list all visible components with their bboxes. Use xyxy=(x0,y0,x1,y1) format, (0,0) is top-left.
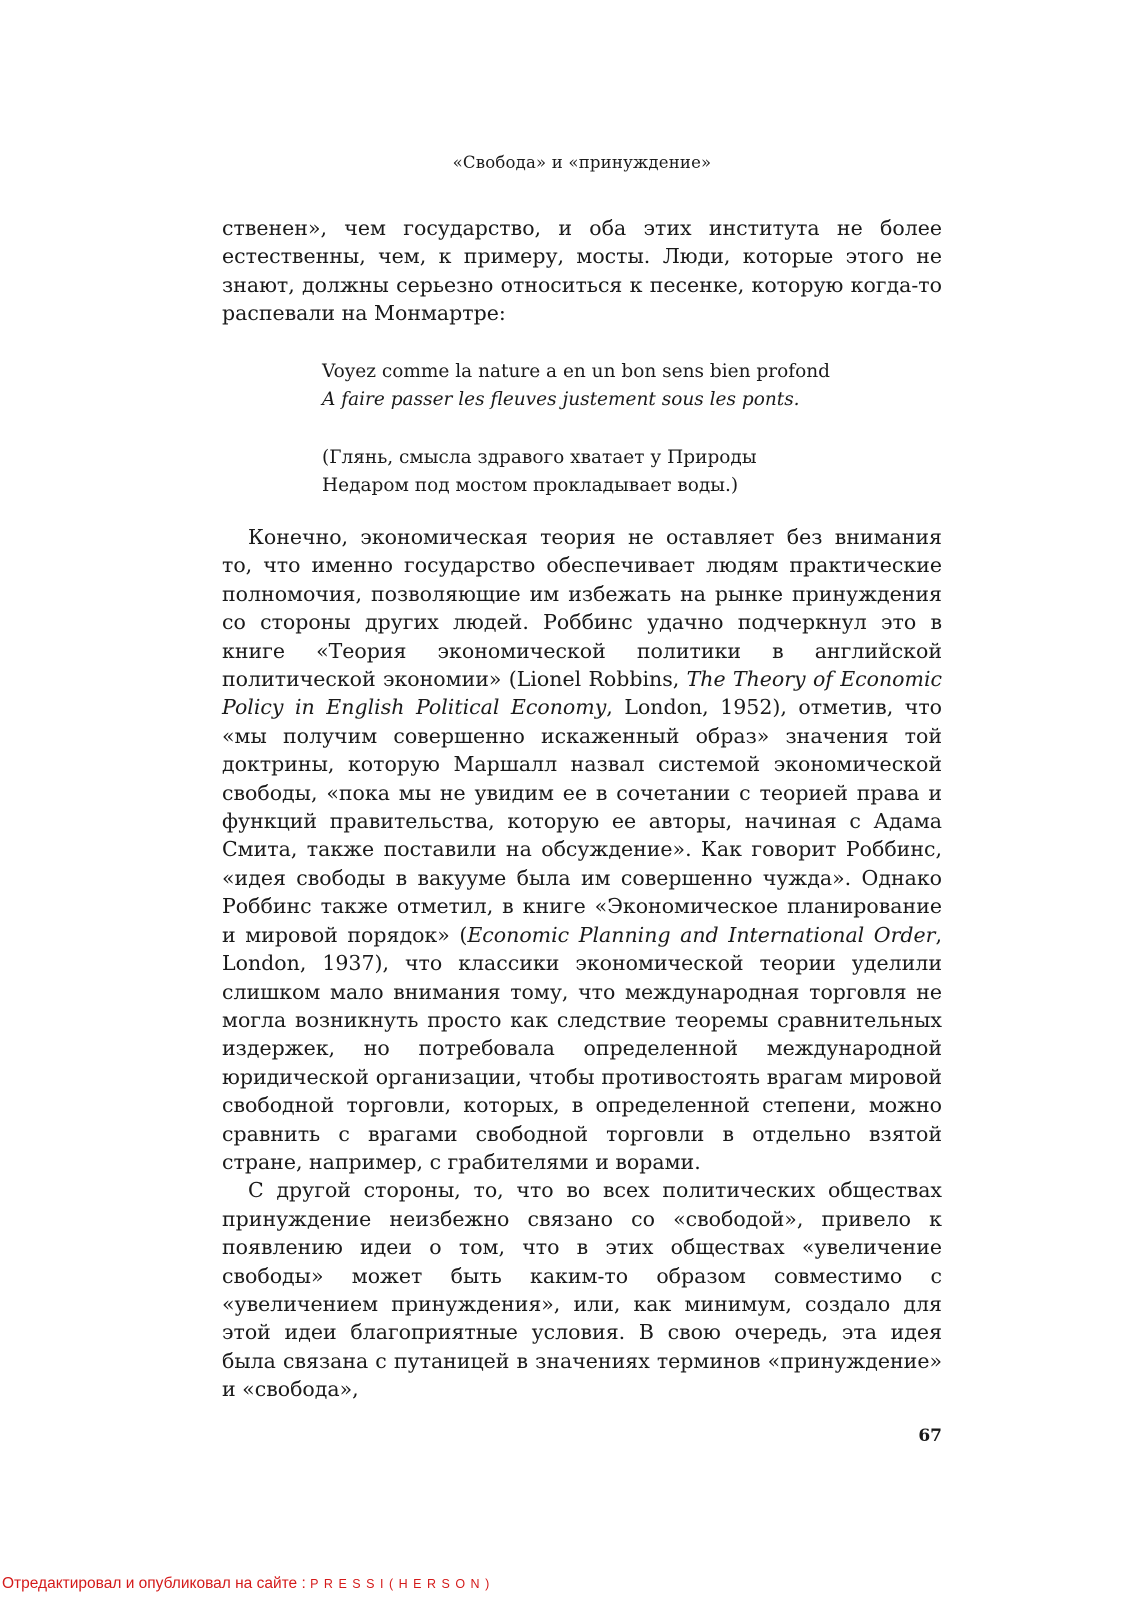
paragraph-2-part-3: , London, 1937), что классики экономической теории уделили слишком мало внимания тому, что международная торговля не могла возникнуть просто как следствие теоремы сравнительных издержек, но потребовала определенной международной юридической организации, чтобы противостоять врагам мировой свободной торговли, которых, в определенной степени, можно сравнить с врагами свободной торговли в отдельно взятой стране, например, с грабителями и ворами. xyxy=(222,922,942,1174)
verse-russian-line-1: (Глянь, смысла здравого хватает у Природы xyxy=(322,447,757,468)
running-head: «Свобода» и «принуждение» xyxy=(452,153,712,172)
text-block-main xyxy=(222,523,942,1404)
book-title-robbins-1952: The Theory of Economic Policy in English Political Economy xyxy=(222,667,942,720)
page-number: 67 xyxy=(918,1426,942,1446)
verse-french xyxy=(322,358,830,414)
paragraph-3: С другой стороны, то, что во всех политических обществах принуждение неизбежно связано со «свободой», привело к появлению идеи о том, что в этих обществах «увеличение свободы» может быть каким-то образом совместимо с «увеличением принуждения», или, как минимум, создало для этой идеи благоприятные условия. В свою очередь, эта идея была связана с путаницей в значениях терминов «принуждение» и «свобода», xyxy=(222,1178,942,1402)
footer-site-name: PRESSI(HERSON) xyxy=(310,1577,495,1591)
text-block-top xyxy=(222,214,942,328)
footer-separator: : xyxy=(297,1575,311,1592)
paragraph-1: ственен», чем государство, и оба этих института не более естественны, чем, к примеру, мосты. Люди, которые этого не знают, должны серьезно относиться к песенке, которую когда-то распевали на Монмартре: xyxy=(222,216,942,326)
book-title-robbins-1937: Economic Planning and International Order xyxy=(467,922,936,947)
verse-russian-line-2: Недаром под мостом прокладывает воды.) xyxy=(322,475,739,496)
footer-credit-text: Отредактировал и опубликовал на сайте xyxy=(2,1575,298,1592)
verse-french-line-2: A faire passer les fleuves justement sous les ponts. xyxy=(322,389,800,410)
verse-french-line-1: Voyez comme la nature a en un bon sens bien profond xyxy=(322,361,830,382)
paragraph-2 xyxy=(222,523,942,1176)
paragraph-2-part-2: , London, 1952), отметив, что «мы получим совершенно искаженный образ» значения той доктрины, которую Маршалл назвал системой экономической свободы, «пока мы не увидим ее в сочетании с теорией права и функций правительства, которую ее авторы, начиная с Адама Смита, также поставили на обсуждение». Как говорит Роббинс, «идея свободы в вакууме была им совершенно чужда». Однако Роббинс также отметил, в книге «Экономическое планирование и мировой порядок» ( xyxy=(222,695,942,947)
footer-credit xyxy=(2,1575,495,1593)
verse-russian xyxy=(322,444,757,500)
paragraph-2-part-1: Конечно, экономическая теория не оставляет без внимания то, что именно государство обеспечивает людям практические полномочия, позволяющие им избежать на рынке принуждения со стороны других людей. Роббинс удачно подчеркнул это в книге «Теория экономической политики в английской политической экономии» (Lionel Robbins, xyxy=(222,525,942,692)
